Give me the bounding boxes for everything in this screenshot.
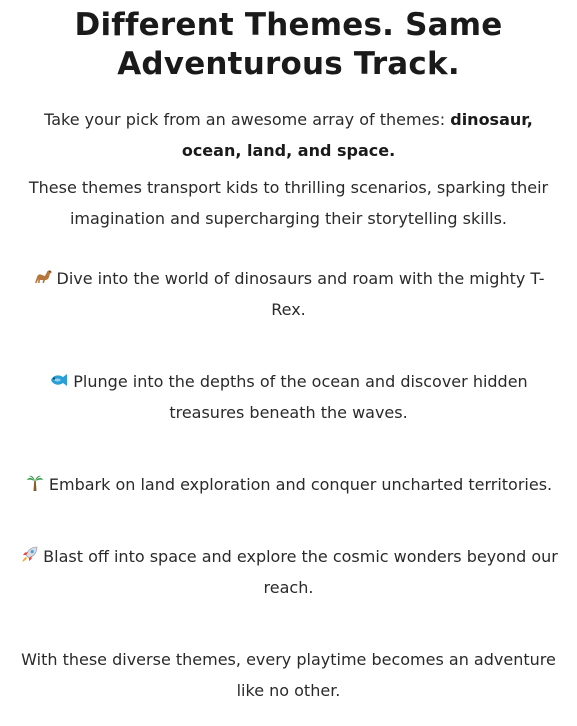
- theme-ocean-text: Plunge into the depths of the ocean and discover hidden treasures beneath the waves.: [73, 372, 528, 422]
- theme-land-text: Embark on land exploration and conquer uncharted territories.: [48, 475, 553, 494]
- palm-tree-icon: [25, 474, 45, 492]
- dinosaur-icon: [33, 268, 53, 286]
- page-title: [18, 4, 559, 84]
- rocket-icon: [19, 546, 39, 564]
- theme-item-space: [18, 541, 559, 603]
- description-paragraph: These themes transport kids to thrilling scenarios, sparking their imagination and supercharging their storytelling skills.: [28, 178, 549, 228]
- theme-dinosaur-text: Dive into the world of dinosaurs and roam with the mighty T-Rex.: [56, 269, 545, 319]
- theme-item-dinosaur: [18, 263, 559, 325]
- closing-paragraph: With these diverse themes, every playtime becomes an adventure like no other.: [21, 650, 556, 700]
- theme-space-text: Blast off into space and explore the cosmic wonders beyond our reach.: [43, 547, 558, 597]
- intro-paragraph: [18, 104, 559, 166]
- title-line-1: Different Themes. Same: [74, 7, 503, 43]
- theme-list-bold: dinosaur, ocean, land, and space.: [181, 110, 533, 160]
- intro-lead-text: Take your pick from an awesome array of themes:: [44, 110, 451, 129]
- title-line-2: Adventurous Track.: [117, 46, 460, 82]
- theme-item-ocean: [18, 366, 559, 428]
- theme-item-land: [18, 469, 559, 500]
- fish-icon: [49, 371, 69, 389]
- theme-list: [18, 263, 559, 603]
